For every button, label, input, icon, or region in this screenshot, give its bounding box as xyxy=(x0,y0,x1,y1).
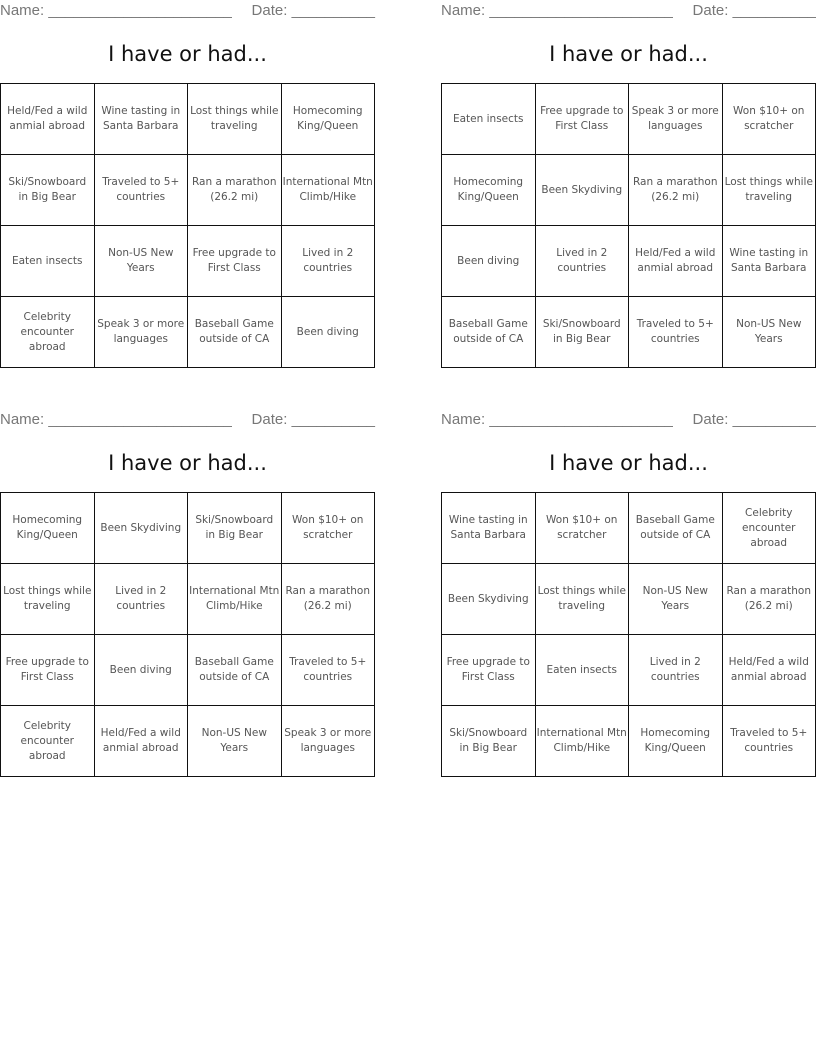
card-title: I have or had... xyxy=(549,451,708,475)
grid-row xyxy=(1,226,375,297)
bingo-card xyxy=(0,0,375,353)
bingo-card xyxy=(441,0,816,345)
bingo-cell: Held/Fed a wild anmial abroad xyxy=(722,635,816,706)
grid-row xyxy=(442,706,816,777)
bingo-cell: Ran a marathon (26.2 mi) xyxy=(281,564,375,635)
card-title: I have or had... xyxy=(549,42,708,66)
bingo-cell: Lived in 2 countries xyxy=(281,226,375,297)
bingo-cell: Eaten insects xyxy=(535,635,629,706)
bingo-cell: Homecoming King/Queen xyxy=(442,155,536,226)
bingo-cell: Lost things while traveling xyxy=(722,155,816,226)
grid-row xyxy=(442,297,816,368)
bingo-cell: Baseball Game outside of CA xyxy=(629,493,723,564)
bingo-cell: Free upgrade to First Class xyxy=(1,635,95,706)
bingo-cell: Ski/Snowboard in Big Bear xyxy=(1,155,95,226)
bingo-cell: Ski/Snowboard in Big Bear xyxy=(535,297,629,368)
bingo-cell: Won $10+ on scratcher xyxy=(281,493,375,564)
bingo-cell: Homecoming King/Queen xyxy=(281,84,375,155)
bingo-cell: Non-US New Years xyxy=(629,564,723,635)
bingo-grid xyxy=(0,83,375,368)
bingo-cell: Wine tasting in Santa Barbara xyxy=(722,226,816,297)
bingo-grid xyxy=(441,492,816,777)
date-field: Date: __________ xyxy=(692,2,816,19)
name-field: Name: ______________________ xyxy=(0,411,232,428)
bingo-cell: Won $10+ on scratcher xyxy=(535,493,629,564)
grid-row xyxy=(1,706,375,777)
bingo-cell: International Mtn Climb/Hike xyxy=(188,564,282,635)
bingo-cell: Non-US New Years xyxy=(722,297,816,368)
grid-row xyxy=(442,635,816,706)
bingo-cell: Lost things while traveling xyxy=(1,564,95,635)
bingo-cell: Non-US New Years xyxy=(94,226,188,297)
bingo-cell: Free upgrade to First Class xyxy=(535,84,629,155)
bingo-cell: Held/Fed a wild anmial abroad xyxy=(629,226,723,297)
grid-row xyxy=(1,155,375,226)
bingo-cell: Celebrity encounter abroad xyxy=(1,297,95,368)
bingo-cell: Held/Fed a wild anmial abroad xyxy=(94,706,188,777)
bingo-cell: Held/Fed a wild anmial abroad xyxy=(1,84,95,155)
bingo-cell: Been Skydiving xyxy=(94,493,188,564)
name-field: Name: ______________________ xyxy=(0,2,232,19)
bingo-cell: Won $10+ on scratcher xyxy=(722,84,816,155)
grid-row xyxy=(1,84,375,155)
grid-row xyxy=(1,297,375,368)
bingo-cell: Lost things while traveling xyxy=(535,564,629,635)
bingo-grid xyxy=(441,83,816,368)
grid-row xyxy=(1,493,375,564)
grid-row xyxy=(442,226,816,297)
bingo-cell: Lived in 2 countries xyxy=(629,635,723,706)
bingo-cell: Ski/Snowboard in Big Bear xyxy=(188,493,282,564)
bingo-cell: Free upgrade to First Class xyxy=(442,635,536,706)
bingo-cell: Non-US New Years xyxy=(188,706,282,777)
bingo-cell: International Mtn Climb/Hike xyxy=(281,155,375,226)
date-field: Date: __________ xyxy=(251,411,375,428)
bingo-cell: Eaten insects xyxy=(442,84,536,155)
bingo-cell: Baseball Game outside of CA xyxy=(188,635,282,706)
bingo-cell: Free upgrade to First Class xyxy=(188,226,282,297)
card-header xyxy=(0,409,375,431)
bingo-card xyxy=(0,409,375,762)
grid-row xyxy=(442,564,816,635)
bingo-cell: Celebrity encounter abroad xyxy=(722,493,816,564)
bingo-cell: Been diving xyxy=(281,297,375,368)
name-field: Name: ______________________ xyxy=(441,411,673,428)
bingo-cell: Lived in 2 countries xyxy=(94,564,188,635)
bingo-cell: Been Skydiving xyxy=(442,564,536,635)
card-title: I have or had... xyxy=(108,451,267,475)
bingo-cell: Ran a marathon (26.2 mi) xyxy=(722,564,816,635)
bingo-cell: Homecoming King/Queen xyxy=(629,706,723,777)
bingo-cell: Speak 3 or more languages xyxy=(94,297,188,368)
bingo-cell: Traveled to 5+ countries xyxy=(722,706,816,777)
bingo-cell: Speak 3 or more languages xyxy=(629,84,723,155)
card-header xyxy=(0,0,375,22)
grid-row xyxy=(442,155,816,226)
bingo-cell: Wine tasting in Santa Barbara xyxy=(442,493,536,564)
bingo-cell: Been diving xyxy=(94,635,188,706)
bingo-cell: Traveled to 5+ countries xyxy=(281,635,375,706)
bingo-cell: Homecoming King/Queen xyxy=(1,493,95,564)
bingo-cell: Lost things while traveling xyxy=(188,84,282,155)
grid-row xyxy=(442,493,816,564)
name-field: Name: ______________________ xyxy=(441,2,673,19)
bingo-cell: Ran a marathon (26.2 mi) xyxy=(188,155,282,226)
bingo-cell: Traveled to 5+ countries xyxy=(629,297,723,368)
bingo-cell: Celebrity encounter abroad xyxy=(1,706,95,777)
date-field: Date: __________ xyxy=(251,2,375,19)
date-field: Date: __________ xyxy=(692,411,816,428)
bingo-cell: Ran a marathon (26.2 mi) xyxy=(629,155,723,226)
grid-row xyxy=(442,84,816,155)
bingo-cell: Been diving xyxy=(442,226,536,297)
bingo-cell: Baseball Game outside of CA xyxy=(442,297,536,368)
grid-row xyxy=(1,564,375,635)
bingo-cell: Eaten insects xyxy=(1,226,95,297)
bingo-cell: Baseball Game outside of CA xyxy=(188,297,282,368)
bingo-cell: Wine tasting in Santa Barbara xyxy=(94,84,188,155)
grid-row xyxy=(1,635,375,706)
card-header xyxy=(441,409,816,431)
bingo-grid xyxy=(0,492,375,777)
bingo-card xyxy=(441,409,816,754)
bingo-cell: Been Skydiving xyxy=(535,155,629,226)
card-title: I have or had... xyxy=(108,42,267,66)
bingo-cell: Lived in 2 countries xyxy=(535,226,629,297)
bingo-cell: Traveled to 5+ countries xyxy=(94,155,188,226)
bingo-cell: Speak 3 or more languages xyxy=(281,706,375,777)
bingo-cell: Ski/Snowboard in Big Bear xyxy=(442,706,536,777)
bingo-cell: International Mtn Climb/Hike xyxy=(535,706,629,777)
card-header xyxy=(441,0,816,22)
